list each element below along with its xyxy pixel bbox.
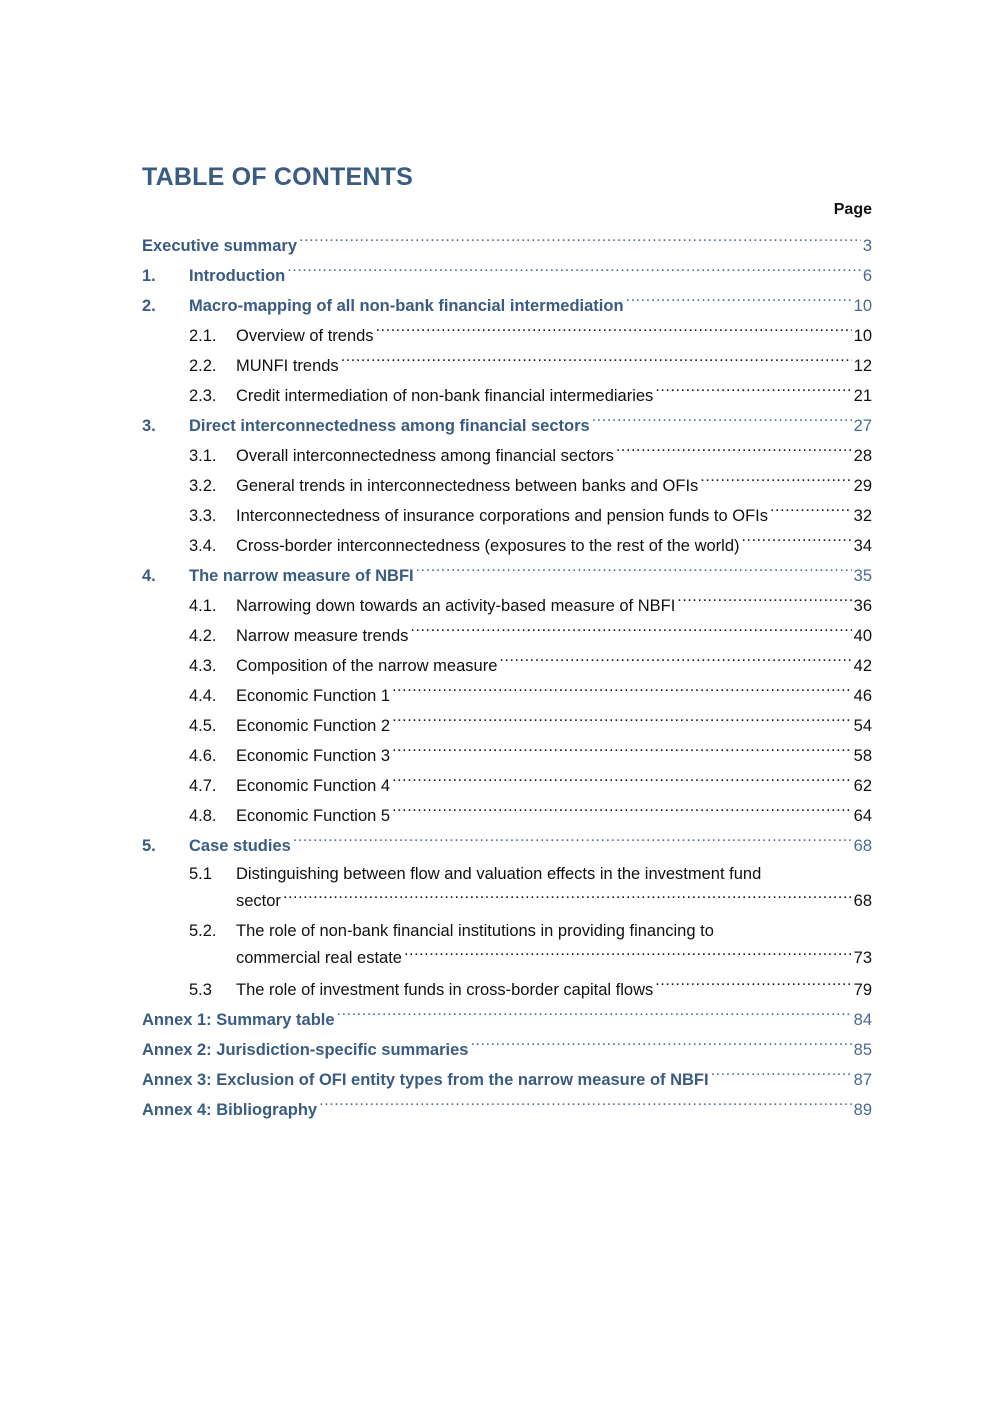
toc-entry-title: Economic Function 5 (236, 807, 391, 825)
toc-entry-number: 3.4. (189, 537, 217, 555)
dot-leader (392, 807, 852, 821)
toc-entry-4-5[interactable] (142, 711, 872, 741)
toc-entry-page: 54 (853, 717, 872, 735)
toc-entry-number: 4.1. (189, 597, 217, 615)
toc-entry-title: The role of investment funds in cross-border capital flows (236, 981, 654, 999)
toc-entry-title: Annex 2: Jurisdiction-specific summaries (142, 1041, 469, 1059)
dot-leader (376, 327, 852, 341)
dot-leader (299, 237, 861, 251)
toc-entry-number: 4.8. (189, 807, 217, 825)
toc-entry-page: 85 (853, 1041, 872, 1059)
toc-entry-2[interactable] (142, 291, 872, 321)
toc-entry-page: 46 (853, 687, 872, 705)
toc-entry-4-1[interactable] (142, 591, 872, 621)
toc-entry-annex-4[interactable] (142, 1095, 872, 1125)
dot-leader (470, 1041, 851, 1055)
toc-entry-number: 3.3. (189, 507, 217, 525)
dot-leader (416, 567, 852, 581)
toc-entry-title-line1: Distinguishing between flow and valuation effects in the investment fund (236, 865, 762, 883)
toc-entry-3-1[interactable] (142, 441, 872, 471)
toc-heading: TABLE OF CONTENTS (142, 163, 413, 191)
toc-entry-number: 2.2. (189, 357, 217, 375)
toc-entry-page: 21 (853, 387, 872, 405)
toc-entry-4-8[interactable] (142, 801, 872, 831)
toc-entry-title: Annex 1: Summary table (142, 1011, 335, 1029)
dot-leader (287, 267, 861, 281)
dot-leader (293, 837, 852, 851)
dot-leader (392, 717, 852, 731)
toc-entry-title: Narrow measure trends (236, 627, 409, 645)
toc-entry-page: 58 (853, 747, 872, 765)
dot-leader (392, 747, 852, 761)
dot-leader (711, 1071, 852, 1085)
toc-entry-4-6[interactable] (142, 741, 872, 771)
toc-entry-title: General trends in interconnectedness between banks and OFIs (236, 477, 699, 495)
toc-entry-3[interactable] (142, 411, 872, 441)
toc-entry-title: Composition of the narrow measure (236, 657, 498, 675)
toc-entry-page: 68 (853, 892, 872, 910)
toc-entry-3-3[interactable] (142, 501, 872, 531)
dot-leader (592, 417, 852, 431)
toc-entry-5-3[interactable] (142, 975, 872, 1005)
toc-entry-title: Interconnectedness of insurance corporations and pension funds to OFIs (236, 507, 768, 525)
dot-leader (742, 537, 852, 551)
dot-leader (392, 687, 852, 701)
toc-entry-title: Narrowing down towards an activity-based measure of NBFI (236, 597, 676, 615)
toc-entry-title: Economic Function 2 (236, 717, 391, 735)
toc-entry-4-7[interactable] (142, 771, 872, 801)
dot-leader (499, 657, 851, 671)
toc-entry-title-line2: commercial real estate (236, 949, 402, 967)
page-column-label: Page (833, 201, 872, 218)
toc-entry-number: 2.1. (189, 327, 217, 345)
toc-entry-page: 10 (853, 297, 872, 315)
toc-entry-page: 12 (853, 357, 872, 375)
toc-entry-page: 32 (853, 507, 872, 525)
toc-entry-title: Economic Function 1 (236, 687, 391, 705)
dot-leader (404, 949, 852, 963)
dot-leader (283, 892, 852, 906)
toc-entry-page: 87 (853, 1071, 872, 1089)
toc-entry-title-line2: sector (236, 892, 281, 910)
toc-entry-page: 35 (853, 567, 872, 585)
toc-entry-4[interactable] (142, 561, 872, 591)
toc-entry-number: 5.2. (189, 922, 217, 940)
toc-entry-title: Economic Function 4 (236, 777, 391, 795)
toc-entry-4-4[interactable] (142, 681, 872, 711)
toc-entry-title: Overview of trends (236, 327, 374, 345)
toc-entry-page: 3 (862, 237, 872, 255)
toc-entry-title: Executive summary (142, 237, 298, 255)
toc-entry-page: 10 (853, 327, 872, 345)
toc-entry-number: 4.4. (189, 687, 217, 705)
toc-entry-5-1[interactable] (142, 861, 872, 918)
toc-entry-2-3[interactable] (142, 381, 872, 411)
toc-entry-annex-2[interactable] (142, 1035, 872, 1065)
toc-entry-title: Cross-border interconnectedness (exposures to the rest of the world) (236, 537, 740, 555)
toc-entry-4-3[interactable] (142, 651, 872, 681)
dot-leader (700, 477, 851, 491)
toc-entry-title: Direct interconnectedness among financial sectors (189, 417, 590, 435)
toc-entry-page: 89 (853, 1101, 872, 1119)
toc-entry-annex-1[interactable] (142, 1005, 872, 1035)
toc-entry-page: 36 (853, 597, 872, 615)
toc-entry-number: 4. (142, 567, 156, 585)
toc-entry-title: Case studies (189, 837, 291, 855)
toc-entry-title: Annex 4: Bibliography (142, 1101, 318, 1119)
toc-entry-page: 6 (862, 267, 872, 285)
toc-entry-page: 27 (853, 417, 872, 435)
toc-entry-number: 3.2. (189, 477, 217, 495)
toc-entry-title: Economic Function 3 (236, 747, 391, 765)
toc-entry-title: Annex 3: Exclusion of OFI entity types from the narrow measure of NBFI (142, 1071, 709, 1089)
toc-entry-page: 40 (853, 627, 872, 645)
toc-entry-3-2[interactable] (142, 471, 872, 501)
toc-entry-1[interactable] (142, 261, 872, 291)
toc-entry-number: 5. (142, 837, 156, 855)
dot-leader (337, 1011, 852, 1025)
toc-entry-number: 5.1 (189, 865, 212, 883)
toc-entry-number: 1. (142, 267, 156, 285)
dot-leader (392, 777, 852, 791)
toc-entry-title: MUNFI trends (236, 357, 339, 375)
dot-leader (616, 447, 852, 461)
toc-entry-title: Introduction (189, 267, 286, 285)
toc-entry-number: 4.3. (189, 657, 217, 675)
toc-entry-page: 42 (853, 657, 872, 675)
toc-entry-number: 5.3 (189, 981, 212, 999)
toc-entry-number: 2.3. (189, 387, 217, 405)
toc-entry-title: Overall interconnectedness among financial sectors (236, 447, 614, 465)
toc-list (142, 231, 872, 1125)
toc-entry-number: 3.1. (189, 447, 217, 465)
toc-entry-2-2[interactable] (142, 351, 872, 381)
toc-entry-page: 79 (853, 981, 872, 999)
toc-entry-page: 62 (853, 777, 872, 795)
toc-entry-page: 73 (853, 949, 872, 967)
toc-entry-annex-3[interactable] (142, 1065, 872, 1095)
toc-entry-2-1[interactable] (142, 321, 872, 351)
toc-entry-3-4[interactable] (142, 531, 872, 561)
toc-entry-number: 2. (142, 297, 156, 315)
toc-entry-page: 28 (853, 447, 872, 465)
dot-leader (626, 297, 852, 311)
dot-leader (677, 597, 851, 611)
toc-entry-title: Credit intermediation of non-bank financial intermediaries (236, 387, 654, 405)
toc-entry-page: 84 (853, 1011, 872, 1029)
toc-entry-number: 4.5. (189, 717, 217, 735)
toc-entry-title: Macro-mapping of all non-bank financial intermediation (189, 297, 624, 315)
dot-leader (655, 981, 851, 995)
toc-entry-number: 4.7. (189, 777, 217, 795)
toc-entry-number: 4.2. (189, 627, 217, 645)
toc-entry-5-2[interactable] (142, 918, 872, 975)
toc-entry-page: 34 (853, 537, 872, 555)
dot-leader (770, 507, 852, 521)
dot-leader (341, 357, 852, 371)
toc-entry-number: 4.6. (189, 747, 217, 765)
toc-entry-title-line1: The role of non-bank financial institutions in providing financing to (236, 922, 714, 940)
toc-entry-5[interactable] (142, 831, 872, 861)
toc-entry-executive-summary[interactable] (142, 231, 872, 261)
toc-entry-number: 3. (142, 417, 156, 435)
dot-leader (319, 1101, 852, 1115)
dot-leader (410, 627, 851, 641)
toc-entry-page: 29 (853, 477, 872, 495)
toc-entry-page: 68 (853, 837, 872, 855)
toc-entry-title: The narrow measure of NBFI (189, 567, 414, 585)
dot-leader (655, 387, 851, 401)
toc-entry-page: 64 (853, 807, 872, 825)
toc-entry-4-2[interactable] (142, 621, 872, 651)
